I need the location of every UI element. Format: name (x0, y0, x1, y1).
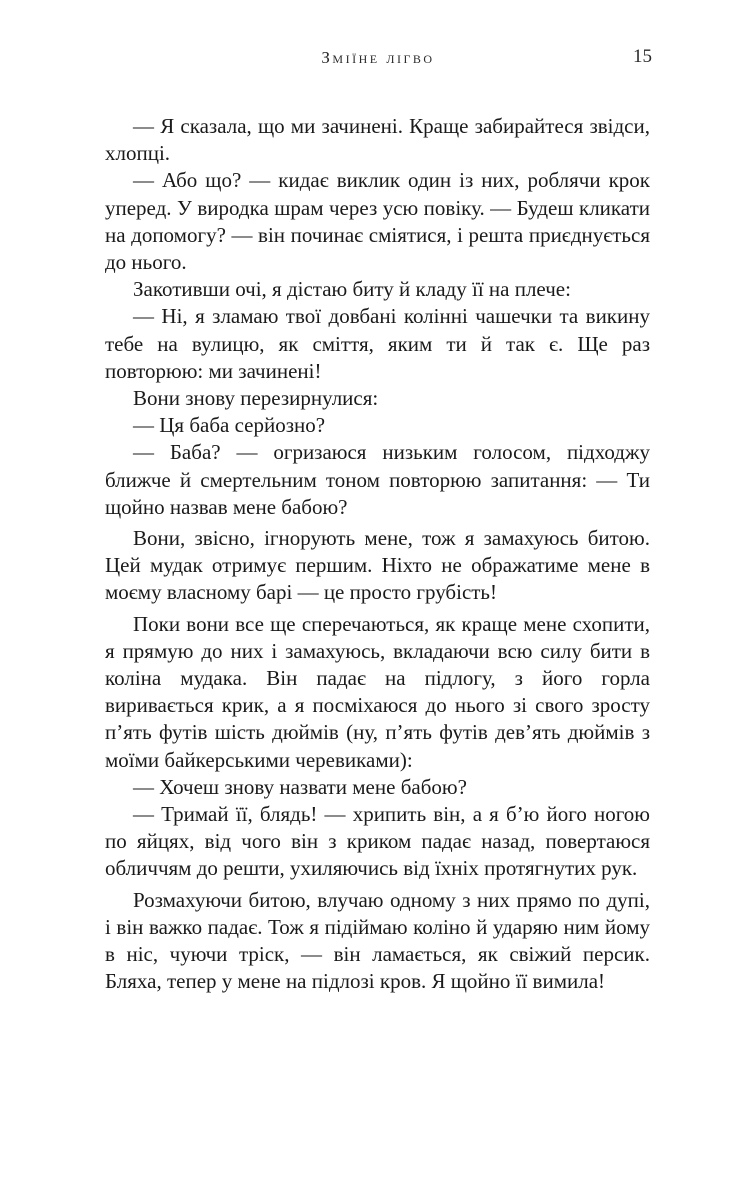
page-number: 15 (633, 46, 652, 67)
running-head (0, 48, 756, 72)
paragraph: Поки вони все ще сперечаються, як краще мене схопити, я прямую до них і замахуюсь, вкладаючи всю силу бити в коліна мудака. Він падає на підлогу, з його горла виривається крик, а я посміхаюся до нього зі свого зросту п’ять футів шість дюймів (ну, п’ять футів дев’ять дюймів з моїми байкерськими черевиками): (105, 611, 650, 772)
paragraph: — Ця баба серйозно? (133, 413, 326, 438)
paragraph: — Хочеш знову назвати мене бабою? (133, 774, 467, 799)
paragraph: — Я сказала, що ми зачинені. Краще забирайтеся звідси, хлопці. (105, 114, 650, 166)
paragraph: Вони, звісно, ігнорують мене, тож я замахуюсь битою. Цей мудак отримує першим. Ніхто не ображатиме мене в моєму власному барі — це просто грубість! (105, 526, 650, 605)
paragraph: — Ні, я зламаю твої довбані колінні чашечки та викину тебе на вулицю, як сміття, яким ти й так є. Ще раз повторюю: ми зачинені! (105, 304, 650, 383)
paragraph: — Тримай її, блядь! — хрипить він, а я б’ю його ногою по яйцях, від чого він з криком падає назад, повертаюся обличчям до решти, ухиляючись від їхніх протягнутих рук. (105, 802, 650, 881)
paragraph: Розмахуючи битою, влучаю одному з них прямо по дупі, і він важко падає. Тож я підіймаю коліно й ударяю ним йому в ніс, чуючи тріск, — він ламається, як свіжий персик. Бляха, тепер у мене на підлозі кров. Я щойно її вимила! (105, 887, 650, 994)
paragraph: Закотивши очі, я дістаю биту й кладу її на плече: (133, 277, 571, 302)
paragraph: — Або що? — кидає виклик один із них, роблячи крок уперед. У виродка шрам через усю повіку. — Будеш кликати на допомогу? — він починає сміятися, і решта приєднується до нього. (105, 168, 650, 275)
body-text (105, 113, 650, 996)
running-title: Зміїне лігво (321, 48, 435, 67)
paragraph: Вони знову перезирнулися: (133, 386, 379, 411)
paragraph: — Баба? — огризаюся низьким голосом, підходжу ближче й смертельним тоном повторюю запитання: — Ти щойно назвав мене бабою? (105, 440, 650, 519)
